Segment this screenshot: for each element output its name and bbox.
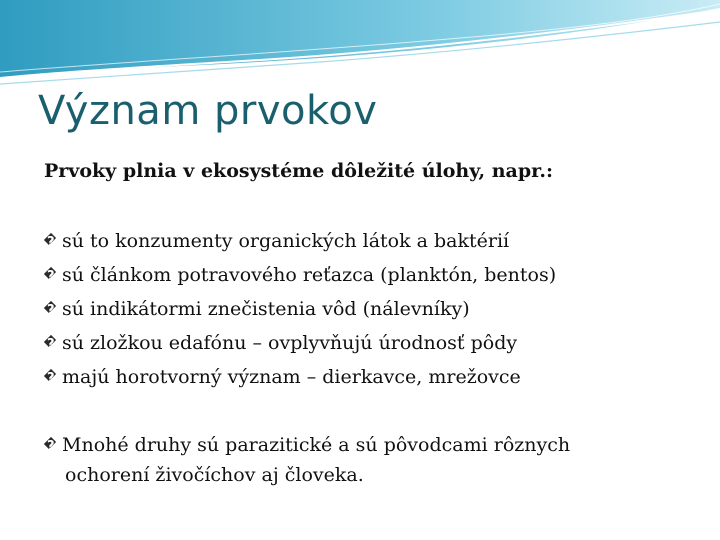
note-line-1: Mnohé druhy sú parazitické a sú pôvodcami rôznych xyxy=(62,434,571,456)
bullet-glyph-icon xyxy=(44,264,58,284)
list-item xyxy=(44,362,556,396)
bullet-text: sú to konzumenty organických látok a baktérií xyxy=(62,230,510,252)
header-wave-decoration xyxy=(0,0,720,95)
note-paragraph xyxy=(44,430,684,490)
slide-title: Význam prvokov xyxy=(38,88,378,134)
bullet-text: majú horotvorný význam – dierkavce, mrežovce xyxy=(62,366,521,388)
bullet-glyph-icon xyxy=(44,434,58,454)
bullet-text: sú zložkou edafónu – ovplyvňujú úrodnosť pôdy xyxy=(62,332,518,354)
note-line-2: ochorení živočíchov aj človeka. xyxy=(65,464,364,486)
bullet-glyph-icon xyxy=(44,298,58,318)
bullet-glyph-icon xyxy=(44,332,58,352)
bullet-text: sú indikátormi znečistenia vôd (nálevníky) xyxy=(62,298,470,320)
list-item xyxy=(44,226,556,260)
list-item xyxy=(44,328,556,362)
list-item xyxy=(44,294,556,328)
bullet-glyph-icon xyxy=(44,230,58,250)
bullet-glyph-icon xyxy=(44,366,58,386)
list-item xyxy=(44,260,556,294)
intro-text: Prvoky plnia v ekosystéme dôležité úlohy, napr.: xyxy=(44,160,554,182)
bullet-list xyxy=(44,226,556,396)
bullet-text: sú článkom potravového reťazca (planktón, bentos) xyxy=(62,264,557,286)
